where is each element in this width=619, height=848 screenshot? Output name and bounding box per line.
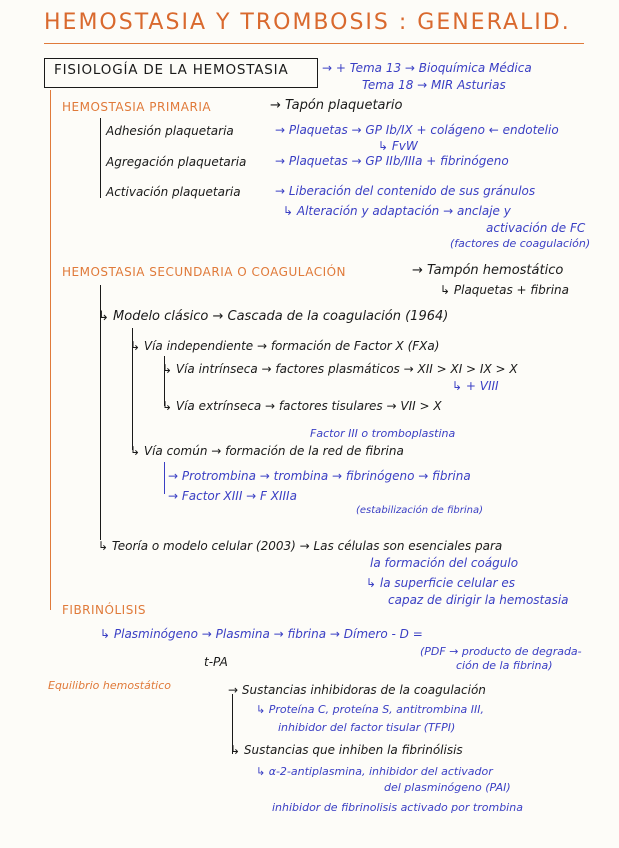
activacion-line-2: ↳ Alteración y adaptación → anclaje y	[283, 204, 511, 218]
fibrinolisis-pdf: (PDF → producto de degrada-	[420, 645, 582, 658]
via-comun: ↳ Vía común → formación de la red de fibrina	[130, 444, 404, 458]
factor-xiii: → Factor XIII → F XIIIa	[168, 489, 297, 503]
via-intrinseca-2: ↳ + VIII	[452, 379, 499, 393]
teoria-2: la formación del coágulo	[370, 556, 519, 570]
via-independiente: ↳ Vía independiente → formación de Factor X (FXa)	[130, 339, 440, 353]
fibrinolisis-tpa: t-PA	[204, 655, 228, 669]
agregacion-label: Agregación plaquetaria	[106, 155, 247, 169]
via-intrinseca: ↳ Vía intrínseca → factores plasmáticos → XII > XI > IX > X	[162, 362, 518, 376]
via-comun-branch-line	[164, 462, 165, 494]
primaria-heading: HEMOSTASIA PRIMARIA	[62, 100, 212, 114]
secundaria-heading: HEMOSTASIA SECUNDARIA O COAGULACIÓN	[62, 265, 347, 279]
inhib-fib-4: inhibidor de fibrinolisis activado por trombina	[272, 801, 523, 814]
activacion-line-4: (factores de coagulación)	[450, 237, 591, 250]
protrombina: → Protrombina → trombina → fibrinógeno → fibrina	[168, 469, 471, 483]
secundaria-result-1: → Tampón hemostático	[412, 263, 564, 278]
teoria-celular: ↳ Teoría o modelo celular (2003) → Las células son esenciales para	[98, 539, 503, 553]
fibrinolisis-line-1: ↳ Plasminógeno → Plasmina → fibrina → Dímero - D =	[100, 627, 423, 641]
page-title: HEMOSTASIA Y TROMBOSIS : GENERALID.	[44, 10, 571, 35]
fisiologia-ref-2: Tema 18 → MIR Asturias	[362, 78, 506, 92]
adhesion-line-1: → Plaquetas → GP Ib/IX + colágeno ← endotelio	[275, 123, 559, 137]
agregacion-line-1: → Plaquetas → GP IIb/IIIa + fibrinógeno	[275, 154, 509, 168]
primaria-branch-line	[100, 118, 101, 198]
inhib-coag: → Sustancias inhibidoras de la coagulación	[228, 683, 486, 697]
fisiologia-ref-1: → + Tema 13 → Bioquímica Médica	[322, 61, 532, 75]
activacion-line-3: activación de FC	[486, 221, 586, 235]
fibrinolisis-heading: FIBRINÓLISIS	[62, 603, 146, 617]
equilibrio-heading: Equilibrio hemostático	[48, 679, 171, 692]
via-extrinseca-2: Factor III o tromboplastina	[310, 427, 456, 440]
outline-vertical-line	[50, 90, 51, 610]
primaria-result: → Tapón plaquetario	[270, 98, 403, 113]
via-extrinseca: ↳ Vía extrínseca → factores tisulares → VII > X	[162, 399, 442, 413]
inhib-coag-2: ↳ Proteína C, proteína S, antitrombina III,	[256, 703, 485, 716]
inhib-fib-2: ↳ α-2-antiplasmina, inhibidor del activador	[256, 765, 493, 778]
inhib-coag-3: inhibidor del factor tisular (TFPI)	[278, 721, 456, 734]
teoria-3: ↳ la superficie celular es	[366, 576, 516, 590]
title-underline	[44, 43, 584, 44]
teoria-4: capaz de dirigir la hemostasia	[388, 593, 569, 607]
modelo-clasico: ↳ Modelo clásico → Cascada de la coagulación (1964)	[98, 309, 449, 324]
estabilizacion: (estabilización de fibrina)	[356, 505, 484, 516]
fibrinolisis-pdf-2: ción de la fibrina)	[456, 659, 553, 672]
inhib-fib: ↳ Sustancias que inhiben la fibrinólisis	[230, 743, 463, 757]
fisiologia-label: FISIOLOGÍA DE LA HEMOSTASIA	[54, 62, 289, 78]
secundaria-result-2: ↳ Plaquetas + fibrina	[440, 283, 569, 297]
adhesion-line-2: ↳ FvW	[378, 139, 418, 153]
adhesion-label: Adhesión plaquetaria	[106, 124, 234, 138]
activacion-label: Activación plaquetaria	[106, 185, 241, 199]
inhib-fib-3: del plasminógeno (PAI)	[384, 781, 511, 794]
activacion-line-1: → Liberación del contenido de sus gránulos	[275, 184, 536, 198]
